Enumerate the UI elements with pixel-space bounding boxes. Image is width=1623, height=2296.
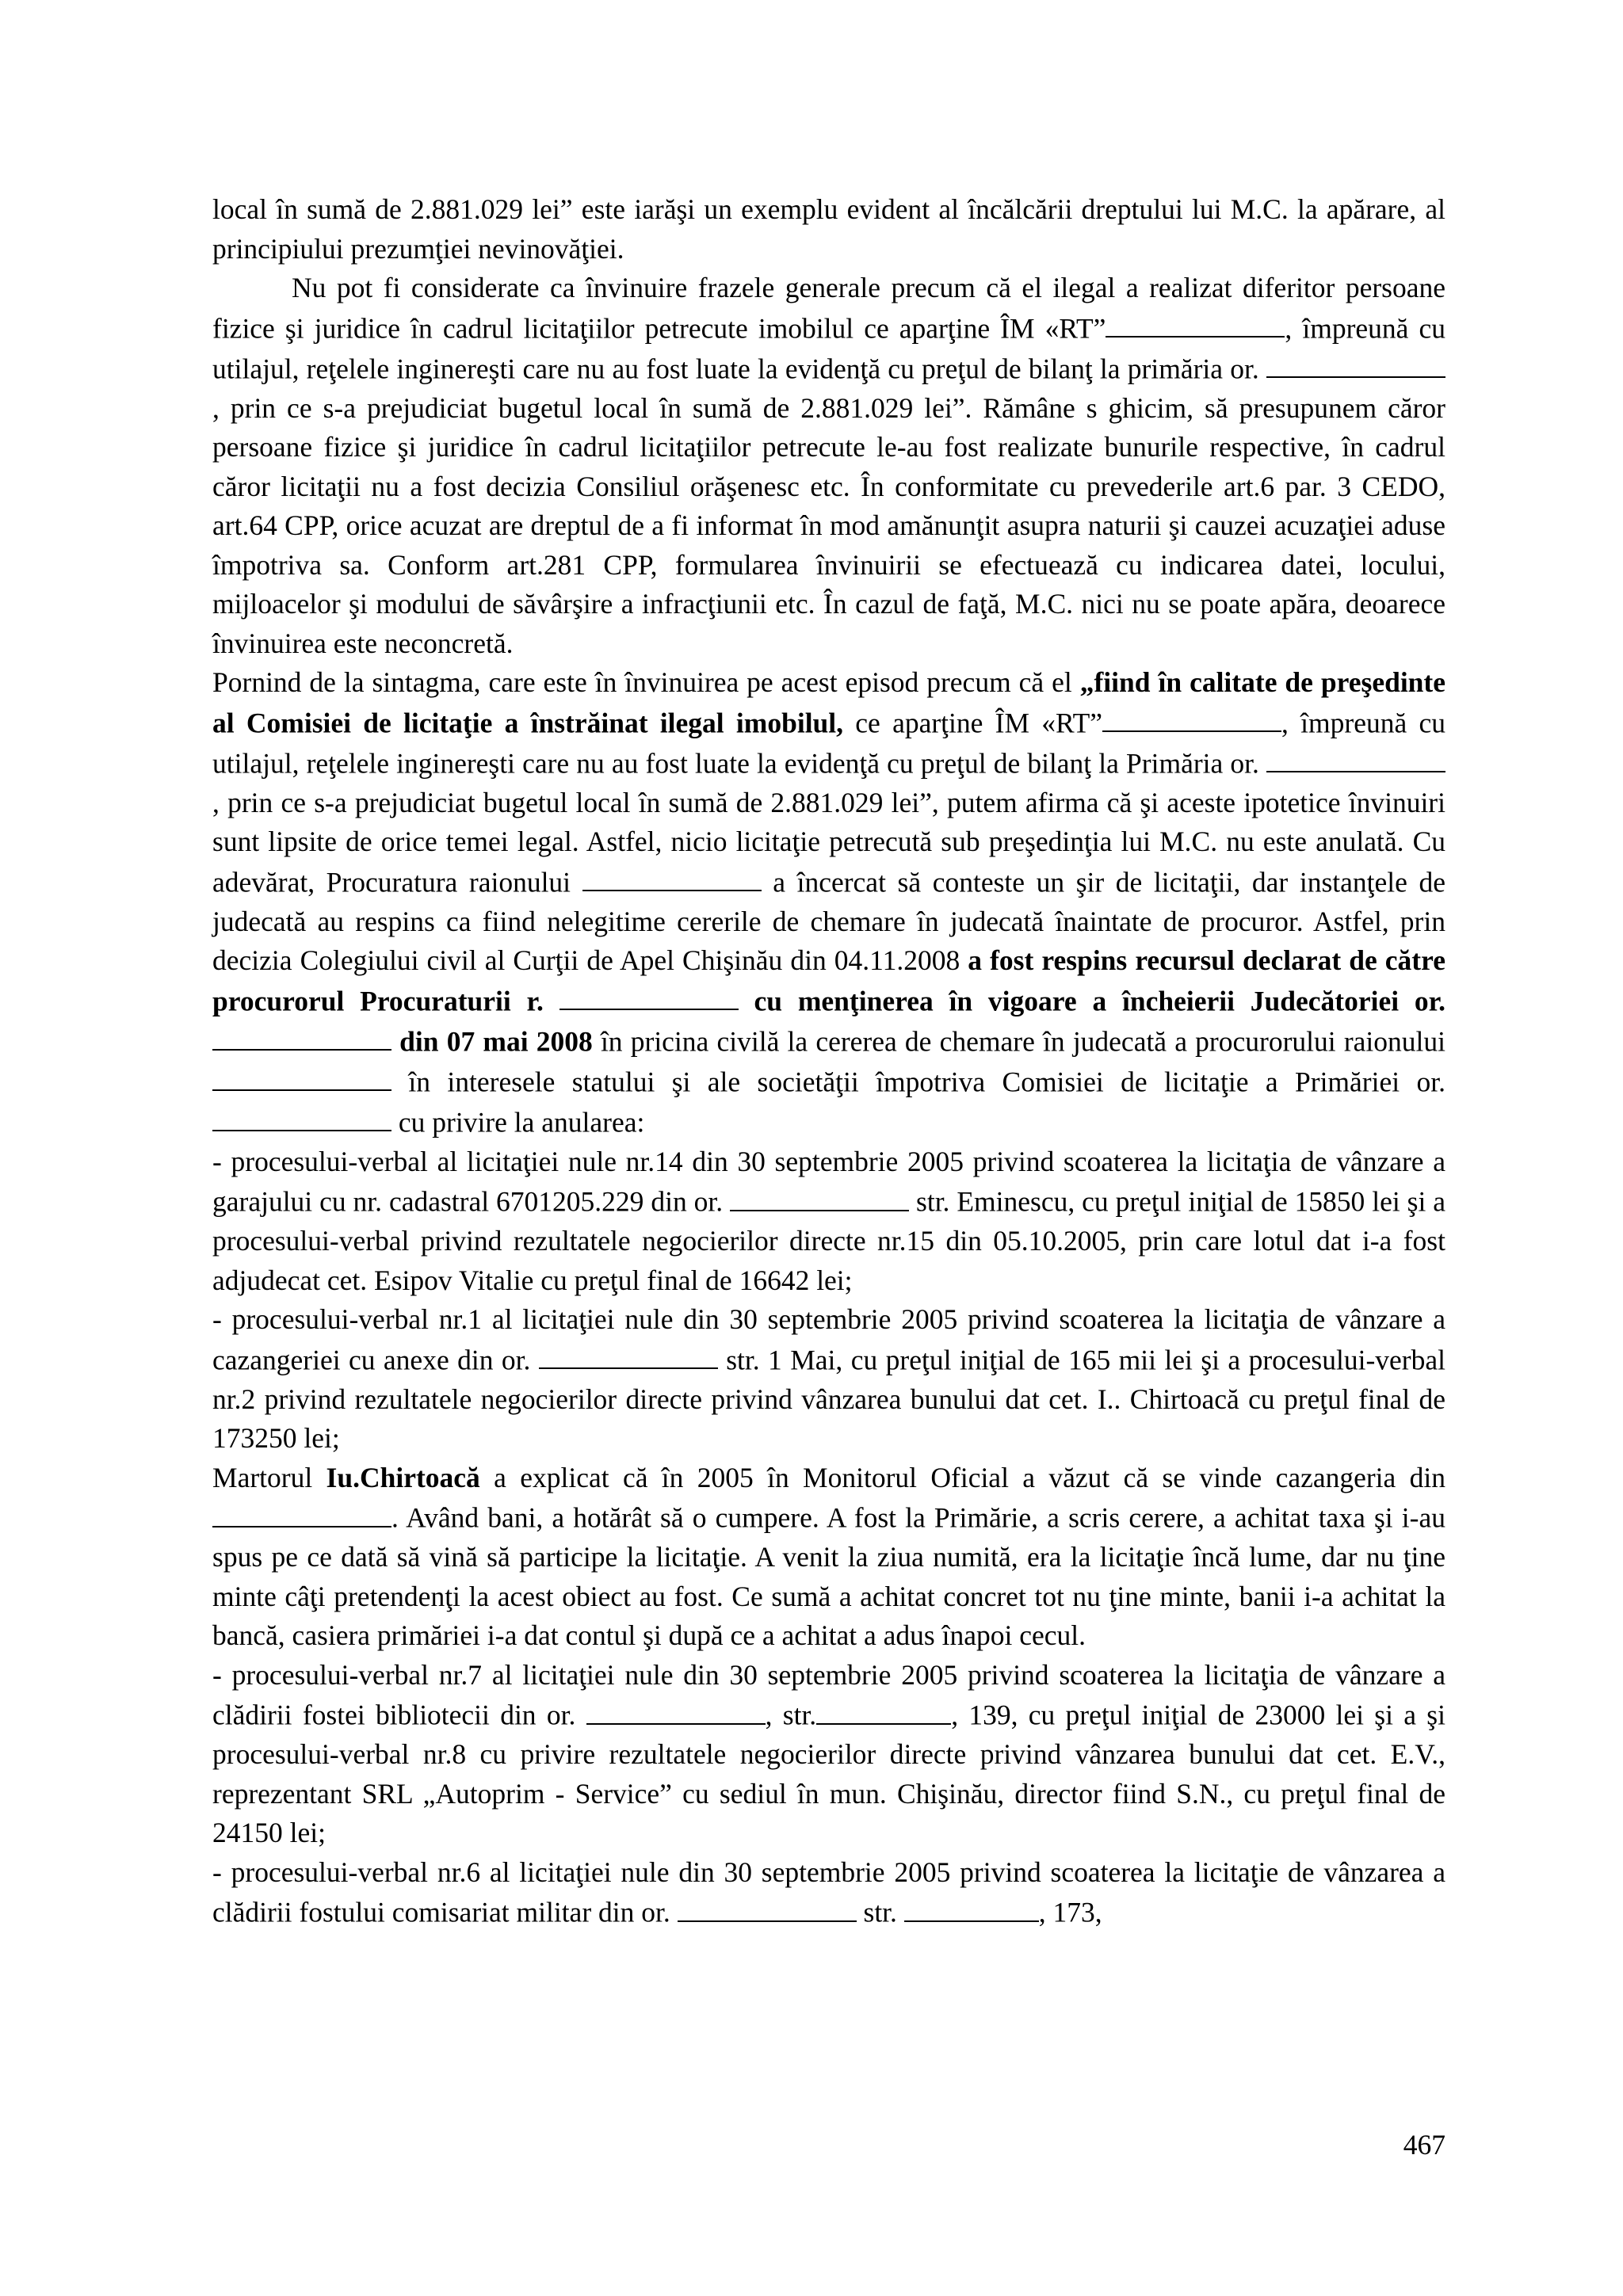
redacted-blank [212, 1021, 391, 1051]
redacted-blank [816, 1695, 951, 1725]
redacted-blank [212, 1497, 391, 1527]
redacted-blank [678, 1892, 857, 1922]
redacted-blank [539, 1340, 718, 1370]
paragraph: - procesului-verbal al licitaţiei nule nr.14 din 30 septembrie 2005 privind scoaterea la licitaţia de vânzare a garajului cu nr. cadastral 6701205.229 din or. str. Eminescu, cu preţul iniţial de 15850 lei şi a procesului-verbal privind rezultatele negocierilor directe nr.15 din 05.10.2005, prin care lotul dat i-a fost adjudecat cet. Esipov Vitalie cu preţul final de 16642 lei; [212, 1145, 1445, 1296]
redacted-blank [1106, 308, 1285, 338]
redacted-blank [582, 862, 762, 892]
paragraph: Pornind de la sintagma, care este în învinuirea pe acest episod precum că el „fiind în calitate de preşedinte al Comisiei de licitaţie a înstrăinat ilegal imobilul, ce aparţine ÎM «RT” , împreună cu utilajul, reţelele inginereşti care nu au fost luate la evidenţă cu preţul de bilanţ la Primăria or. , prin ce s-a prejudiciat bugetul local în sumă de 2.881.029 lei”, putem afirma că şi aceste ipotetice învinuiri sunt lipsite de orice temei legal. Astfel, nicio licitaţie petrecută sub preşedinţia lui M.C. nu este anulată. Cu adevărat, Procuratura raionului a încercat să conteste un şir de licitaţii, dar instanţele de judecată au respins ca fiind nelegitime cererile de chemare în judecată înaintate de procuror. Astfel, prin decizia Colegiului civil al Curţii de Apel Chişinău din 04.11.2008 a fost respins recursul declarat de către procurorul Procuraturii r. cu menţinerea în vigoare a încheierii Judecătoriei or. din 07 mai 2008 în pricina civilă la cererea de chemare în judecată a procurorului raionului în interesele statului şi ale societăţii împotriva Comisiei de licitaţie a Primăriei or. cu privire la anularea: [212, 666, 1446, 1138]
paragraph: local în sumă de 2.881.029 lei” este iarăşi un exemplu evident al încălcării dreptului lui M.C. la apărare, al principiului prezumţiei nevinovăţiei. [212, 193, 1445, 265]
paragraph: - procesului-verbal nr.1 al licitaţiei nule din 30 septembrie 2005 privind scoaterea la licitaţia de vânzare a cazangeriei cu anexe din or. str. 1 Mai, cu preţul iniţial de 165 mii lei şi a procesului-verbal nr.2 privind rezultatele negocierilor directe privind vânzarea bunului dat cet. I.. Chirtoacă cu preţul final de 173250 lei; [212, 1303, 1445, 1454]
redacted-blank [904, 1892, 1039, 1922]
paragraph: Nu pot fi considerate ca învinuire frazele generale precum că el ilegal a realizat diferitor persoane fizice şi juridice în cadrul licitaţiilor petrecute imobilul ce aparţine ÎM «RT” , împreună cu utilajul, reţelele inginereşti care nu au fost luate la evidenţă cu preţul de bilanţ la primăria or. , prin ce s-a prejudiciat bugetul local în sumă de 2.881.029 lei”. Rămâne s ghicim, să presupunem căror persoane fizice şi juridice în cadrul licitaţiilor petrecute le-au fost realizate bunurile respective, în cadrul căror licitaţii nu a fost decizia Consiliul orăşenesc etc. În conformitate cu prevederile art.6 par. 3 CEDO, art.64 CPP, orice acuzat are dreptul de a fi informat în mod amănunţit asupra naturii şi cauzei acuzaţiei aduse împotriva sa. Conform art.281 CPP, formularea învinuirii se efectuează cu indicarea datei, locului, mijloacelor şi modului de săvârşire a infracţiunii etc. În cazul de faţă, M.C. nici nu se poate apăra, deoarece învinuirea este neconcretă. [212, 272, 1445, 659]
redacted-blank [212, 1102, 391, 1132]
redacted-blank [1102, 703, 1281, 733]
redacted-blank [212, 1062, 391, 1092]
redacted-blank [1266, 349, 1445, 379]
document-body [212, 190, 1445, 1932]
page-number: 467 [1403, 2129, 1445, 2161]
redacted-blank [586, 1695, 766, 1725]
redacted-blank [1266, 743, 1445, 773]
redacted-blank [559, 981, 739, 1011]
redacted-blank [730, 1181, 909, 1211]
paragraph: - procesului-verbal nr.7 al licitaţiei nule din 30 septembrie 2005 privind scoaterea la licitaţia de vânzare a clădirii fostei bibliotecii din or. , str. , 139, cu preţul iniţial de 23000 lei şi a şi procesului-verbal nr.8 cu privire rezultatele negocierilor directe privind vânzarea bunului dat cet. E.V., reprezentant SRL „Autoprim - Service” cu sediul în mun. Chişinău, director fiind S.N., cu preţul final de 24150 lei; [212, 1658, 1445, 1848]
paragraph: - procesului-verbal nr.6 al licitaţiei nule din 30 septembrie 2005 privind scoaterea la licitaţie de vânzarea a clădirii fostului comisariat militar din or. str. , 173, [212, 1855, 1445, 1928]
paragraph: Martorul Iu.Chirtoacă a explicat că în 2005 în Monitorul Oficial a văzut că se vinde cazangeria din . Având bani, a hotărât să o cumpere. A fost la Primărie, a scris cerere, a achitat taxa şi i-au spus pe ce dată să vină să participe la licitaţie. A venit la ziua numită, era la licitaţie încă lume, dar nu ţine minte câţi pretendenţi la acest obiect au fost. Ce sumă a achitat concret tot nu ţine minte, banii i-a achitat la bancă, casiera primăriei i-a dat contul şi după ce a achitat a adus înapoi cecul. [212, 1461, 1445, 1651]
